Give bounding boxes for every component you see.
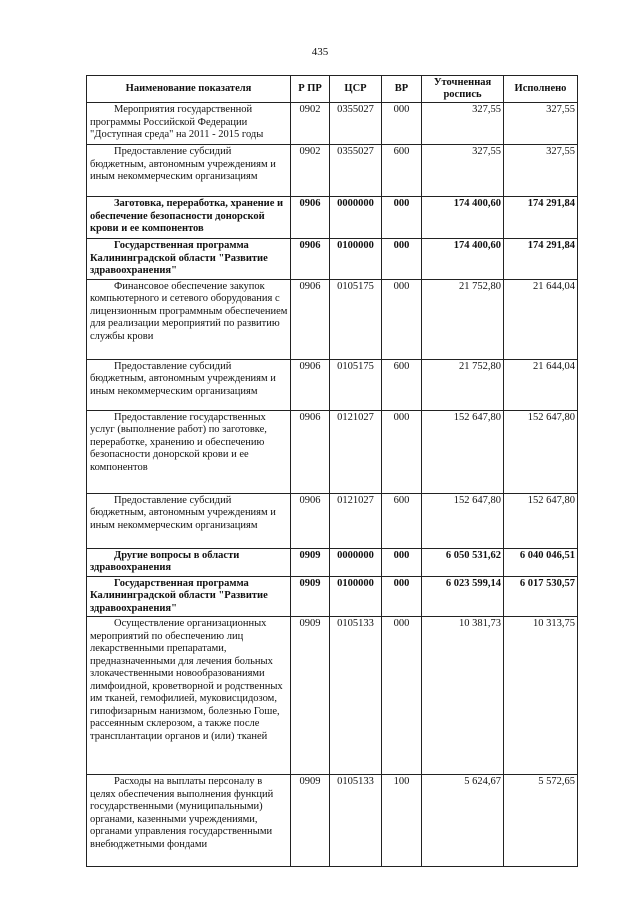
row-name: Государственная программа Калининградской области "Развитие здравоохранения" [87, 576, 291, 617]
row-name: Государственная программа Калининградской области "Развитие здравоохранения" [87, 239, 291, 280]
header-rpr: Р ПР [291, 76, 330, 103]
row-vr: 100 [382, 775, 422, 867]
row-name: Предоставление государственных услуг (выполнение работ) по заготовке, переработке, хранению и обеспечению безопасности донорской крови и ее компонентов [87, 410, 291, 493]
row-vr: 000 [382, 103, 422, 145]
row-csr: 0355027 [330, 103, 382, 145]
row-plan: 152 647,80 [422, 410, 504, 493]
row-name: Предоставление субсидий бюджетным, автономным учреждениям и иным некоммерческим организациям [87, 145, 291, 197]
row-name: Мероприятия государственной программы Российской Федерации "Доступная среда" на 2011 - 2015 годы [87, 103, 291, 145]
row-vr: 000 [382, 548, 422, 576]
row-csr: 0105175 [330, 279, 382, 359]
row-vr: 000 [382, 410, 422, 493]
row-done: 327,55 [504, 103, 578, 145]
table-row [87, 359, 578, 410]
row-done: 21 644,04 [504, 359, 578, 410]
table-row [87, 775, 578, 867]
row-name: Осуществление организационных мероприятий по обеспечению лиц лекарственными препаратами, предназначенными для лечения больных злокачественными новообразованиями лимфоидной, кроветворной и родственных им тканей, гемофилией, муковисцидозом, гипофизарным нанизмом, болезнью Гоше, рассеянным склерозом, а также после трансплантации органов и (или) тканей [87, 617, 291, 775]
row-vr: 600 [382, 493, 422, 548]
row-name: Предоставление субсидий бюджетным, автономным учреждениям и иным некоммерческим организациям [87, 493, 291, 548]
budget-table [86, 75, 578, 867]
row-csr: 0100000 [330, 576, 382, 617]
table-header-row [87, 76, 578, 103]
table-row [87, 548, 578, 576]
row-plan: 21 752,80 [422, 359, 504, 410]
row-name: Предоставление субсидий бюджетным, автономным учреждениям и иным некоммерческим организациям [87, 359, 291, 410]
row-vr: 000 [382, 617, 422, 775]
row-plan: 10 381,73 [422, 617, 504, 775]
row-plan: 174 400,60 [422, 239, 504, 280]
header-plan: Уточненная роспись [422, 76, 504, 103]
row-name: Заготовка, переработка, хранение и обеспечение безопасности донорской крови и ее компонентов [87, 197, 291, 239]
row-csr: 0000000 [330, 548, 382, 576]
page-number: 435 [311, 46, 329, 58]
row-plan: 152 647,80 [422, 493, 504, 548]
row-plan: 21 752,80 [422, 279, 504, 359]
row-plan: 327,55 [422, 103, 504, 145]
table-row [87, 576, 578, 617]
header-name: Наименование показателя [87, 76, 291, 103]
row-csr: 0105133 [330, 617, 382, 775]
row-done: 327,55 [504, 145, 578, 197]
row-done: 21 644,04 [504, 279, 578, 359]
row-vr: 000 [382, 197, 422, 239]
row-done: 6 040 046,51 [504, 548, 578, 576]
row-rpr: 0906 [291, 197, 330, 239]
row-csr: 0121027 [330, 410, 382, 493]
row-vr: 000 [382, 279, 422, 359]
row-done: 6 017 530,57 [504, 576, 578, 617]
row-name: Расходы на выплаты персоналу в целях обеспечения выполнения функций государственными (муниципальными) органами, казенными учреждениями, органами управления государственными внебюджетными фондами [87, 775, 291, 867]
row-rpr: 0902 [291, 103, 330, 145]
table-row [87, 493, 578, 548]
row-vr: 000 [382, 239, 422, 280]
header-vr: ВР [382, 76, 422, 103]
row-csr: 0105175 [330, 359, 382, 410]
row-rpr: 0909 [291, 548, 330, 576]
row-rpr: 0909 [291, 576, 330, 617]
row-plan: 174 400,60 [422, 197, 504, 239]
row-done: 10 313,75 [504, 617, 578, 775]
row-rpr: 0906 [291, 493, 330, 548]
row-done: 174 291,84 [504, 197, 578, 239]
row-done: 152 647,80 [504, 493, 578, 548]
row-rpr: 0906 [291, 410, 330, 493]
row-csr: 0121027 [330, 493, 382, 548]
row-rpr: 0906 [291, 279, 330, 359]
row-vr: 600 [382, 359, 422, 410]
table-row [87, 617, 578, 775]
row-done: 152 647,80 [504, 410, 578, 493]
row-csr: 0100000 [330, 239, 382, 280]
row-name: Финансовое обеспечение закупок компьютерного и сетевого оборудования с лицензионным программным обеспечением для реализации мероприятий по развитию службы крови [87, 279, 291, 359]
row-csr: 0355027 [330, 145, 382, 197]
row-plan: 5 624,67 [422, 775, 504, 867]
row-plan: 6 050 531,62 [422, 548, 504, 576]
row-done: 5 572,65 [504, 775, 578, 867]
row-rpr: 0902 [291, 145, 330, 197]
row-name: Другие вопросы в области здравоохранения [87, 548, 291, 576]
row-plan: 6 023 599,14 [422, 576, 504, 617]
table-row [87, 145, 578, 197]
table-row [87, 239, 578, 280]
row-rpr: 0909 [291, 617, 330, 775]
header-done: Исполнено [504, 76, 578, 103]
row-rpr: 0906 [291, 359, 330, 410]
table-row [87, 197, 578, 239]
table-row [87, 410, 578, 493]
row-rpr: 0909 [291, 775, 330, 867]
row-vr: 600 [382, 145, 422, 197]
row-rpr: 0906 [291, 239, 330, 280]
row-csr: 0000000 [330, 197, 382, 239]
table-row [87, 103, 578, 145]
row-vr: 000 [382, 576, 422, 617]
table-row [87, 279, 578, 359]
header-csr: ЦСР [330, 76, 382, 103]
row-csr: 0105133 [330, 775, 382, 867]
row-done: 174 291,84 [504, 239, 578, 280]
row-plan: 327,55 [422, 145, 504, 197]
